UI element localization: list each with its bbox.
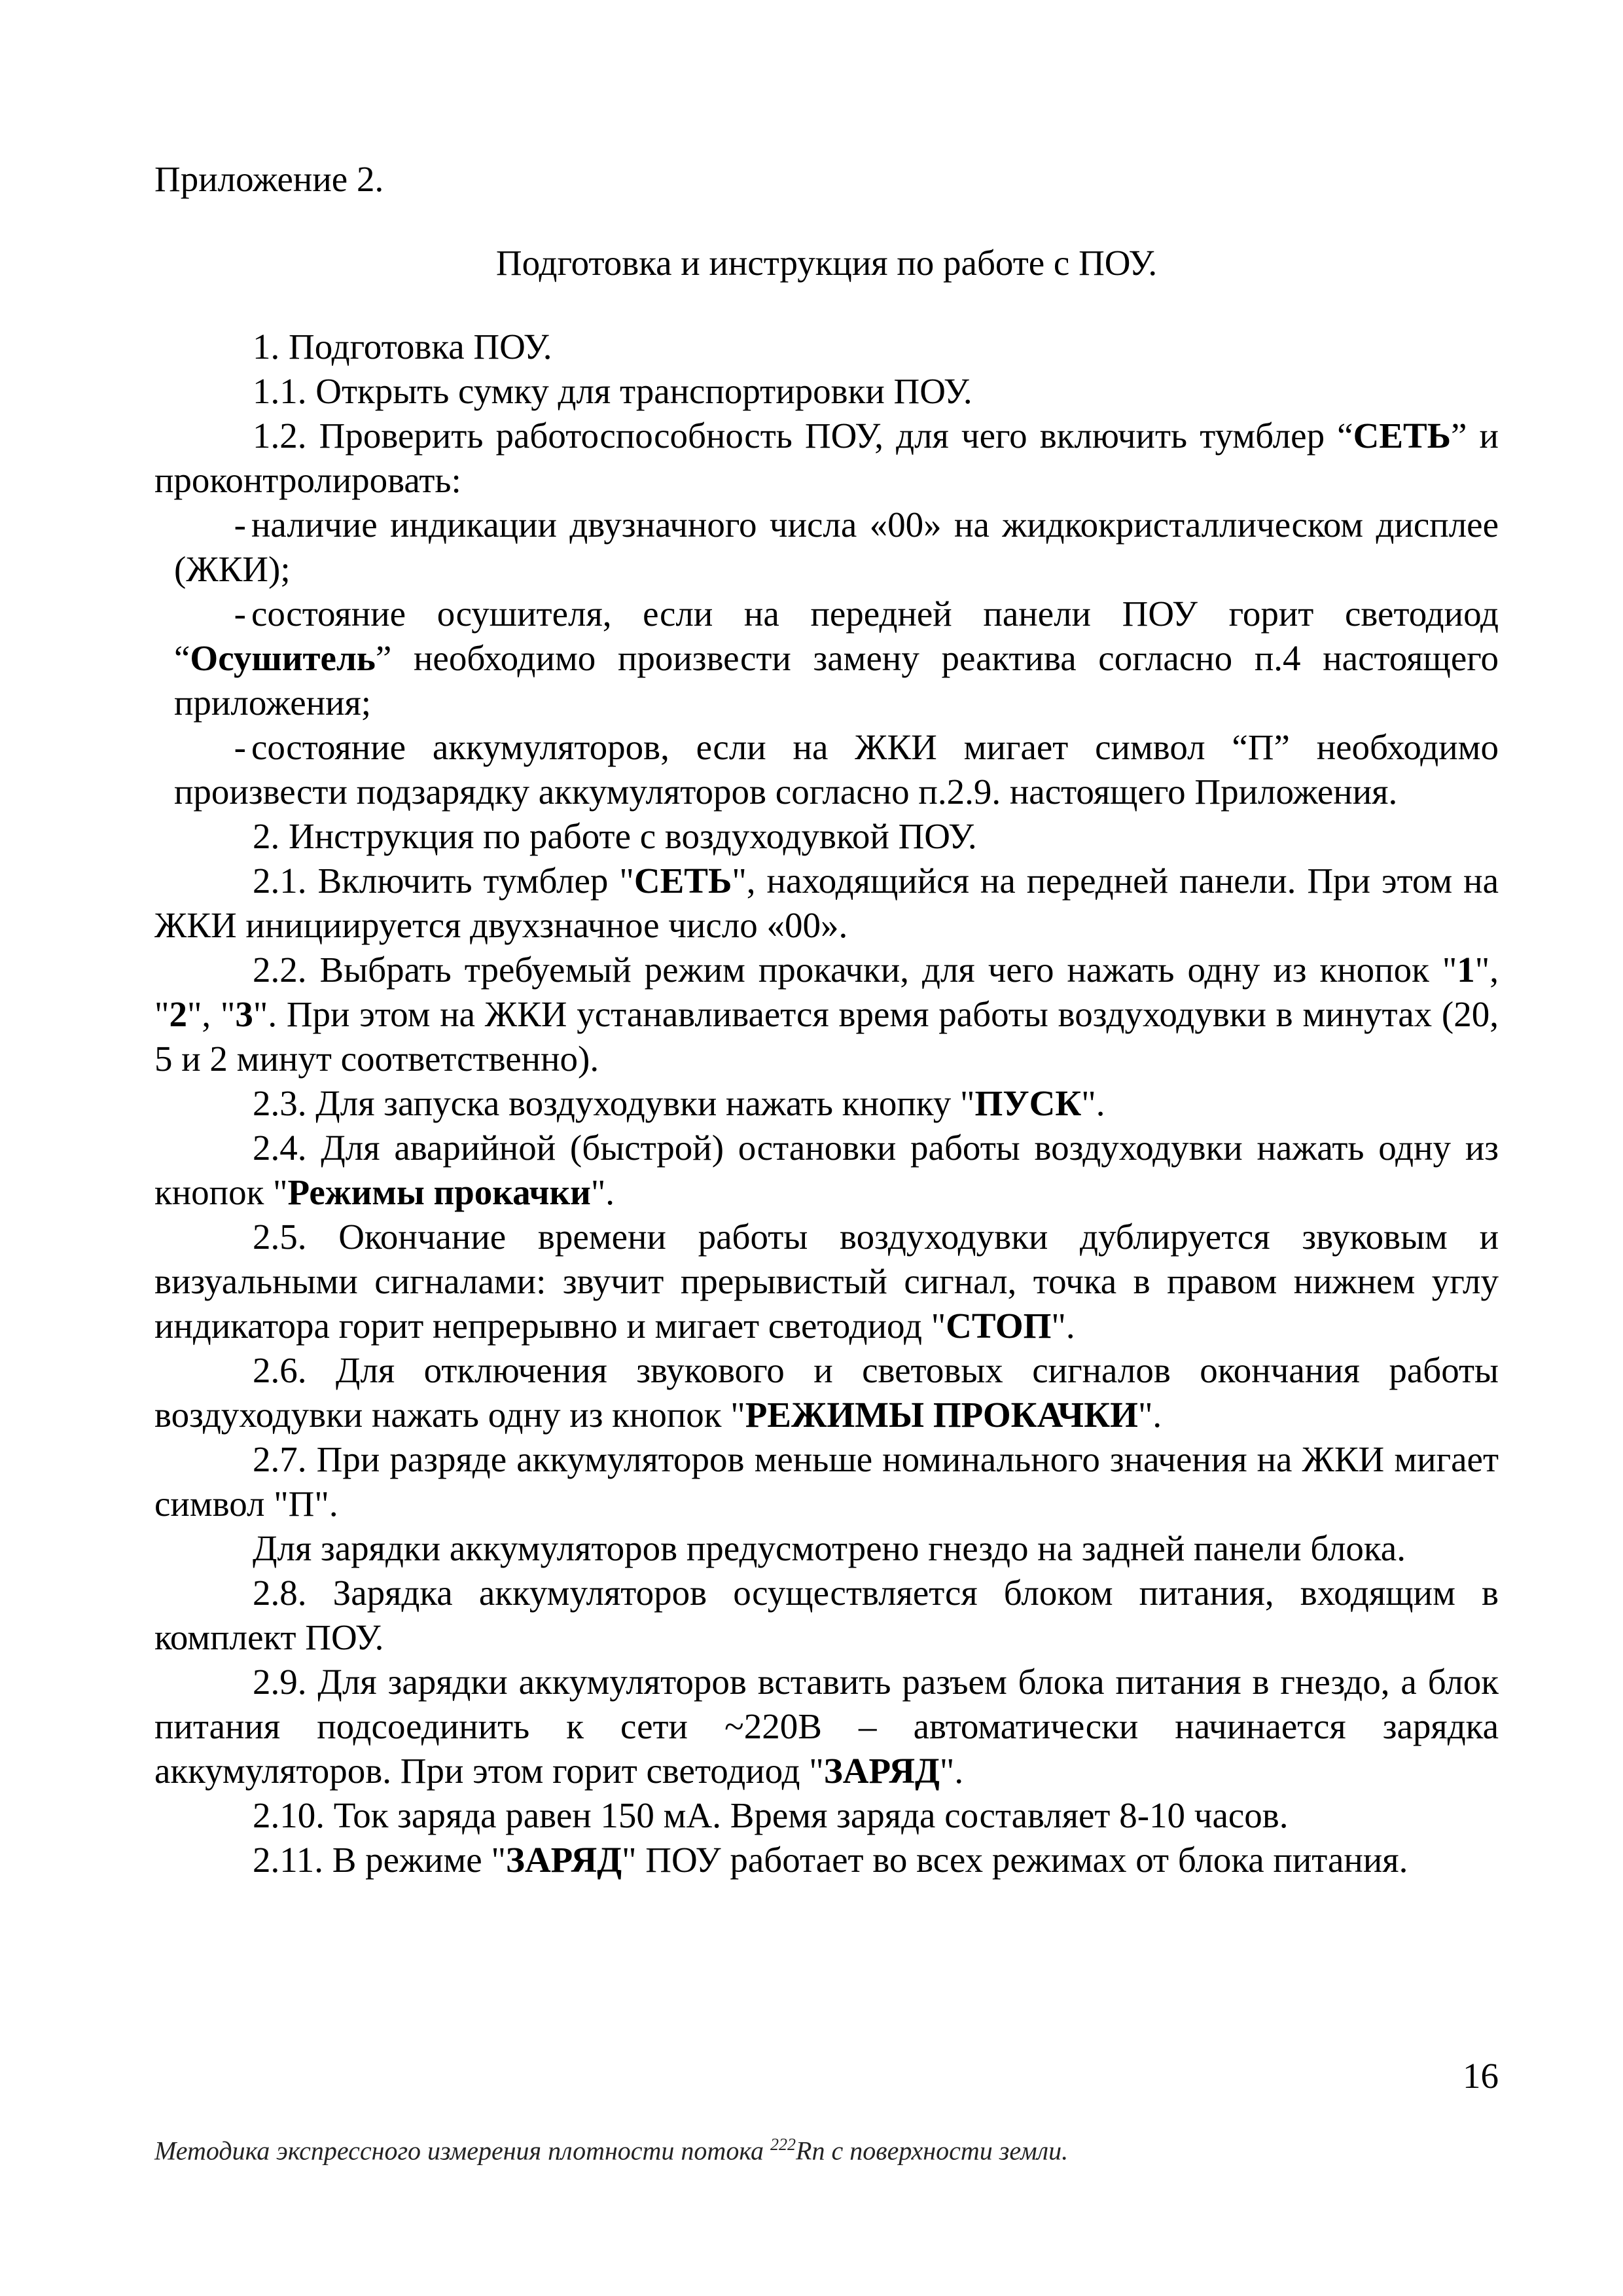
section-2-heading: 2. Инструкция по работе с воздуходувкой ПОУ. xyxy=(253,816,977,856)
appendix-heading: Приложение 2. xyxy=(154,159,384,199)
item-2-2: 2.2. Выбрать требуемый режим прокачки, для чего нажать одну из кнопок "1", "2", "3". При этом на ЖКИ устанавливается время работы воздуходувки в минутах (20, 5 и 2 минут соответственно). xyxy=(154,950,1499,1079)
item-1-2: 1.2. Проверить работоспособность ПОУ, для чего включить тумблер “СЕТЬ” и проконтролировать: xyxy=(154,416,1499,500)
page-number: 16 xyxy=(1463,2056,1499,2096)
item-2-3: 2.3. Для запуска воздуходувки нажать кнопку "ПУСК". xyxy=(253,1083,1105,1123)
item-2-9: 2.9. Для зарядки аккумуляторов вставить разъем блока питания в гнездо, а блок питания подсоединить к сети ~220В – автоматически начинается зарядка аккумуляторов. При этом горит светодиод "ЗАРЯД". xyxy=(154,1662,1499,1791)
item-2-10: 2.10. Ток заряда равен 150 мА. Время заряда составляет 8-10 часов. xyxy=(253,1795,1289,1835)
item-2-7: 2.7. При разряде аккумуляторов меньше номинального значения на ЖКИ мигает символ "П". xyxy=(154,1439,1499,1524)
item-2-1: 2.1. Включить тумблер "СЕТЬ", находящийся на передней панели. При этом на ЖКИ инициируется двухзначное число «00». xyxy=(154,861,1499,945)
page-footer: Методика экспрессного измерения плотности потока $^{222}$Rn с поверхности земли. xyxy=(154,2135,1069,2166)
item-2-5: 2.5. Окончание времени работы воздуходувки дублируется звуковым и визуальными сигналами: звучит прерывистый сигнал, точка в правом нижнем углу индикатора горит непрерывно и мигает светодиод "СТОП". xyxy=(154,1217,1499,1346)
document-body xyxy=(154,157,1499,1882)
item-2-8: 2.8. Зарядка аккумуляторов осуществляется блоком питания, входящим в комплект ПОУ. xyxy=(154,1573,1499,1657)
item-2-7-note: Для зарядки аккумуляторов предусмотрено гнездо на задней панели блока. xyxy=(253,1528,1406,1568)
section-1-heading: 1. Подготовка ПОУ. xyxy=(253,327,552,367)
item-2-11: 2.11. В режиме "ЗАРЯД" ПОУ работает во всех режимах от блока питания. xyxy=(253,1840,1408,1880)
item-2-6: 2.6. Для отключения звукового и световых сигналов окончания работы воздуходувки нажать одну из кнопок "РЕЖИМЫ ПРОКАЧКИ". xyxy=(154,1350,1499,1435)
document-title: Подготовка и инструкция по работе с ПОУ. xyxy=(495,243,1158,283)
bullet-lcd-check: - наличие индикации двузначного числа «00» на жидкокристаллическом дисплее (ЖКИ); xyxy=(174,505,1499,589)
item-1-1: 1.1. Открыть сумку для транспортировки ПОУ. xyxy=(253,371,972,411)
bullet-dryer-check: - состояние осушителя, если на передней панели ПОУ горит светодиод “Осушитель” необходимо произвести замену реактива согласно п.4 настоящего приложения; xyxy=(174,594,1499,723)
item-2-4: 2.4. Для аварийной (быстрой) остановки работы воздуходувки нажать одну из кнопок "Режимы прокачки". xyxy=(154,1128,1499,1212)
bullet-battery-check: - состояние аккумуляторов, если на ЖКИ мигает символ “П” необходимо произвести подзарядку аккумуляторов согласно п.2.9. настоящего Приложения. xyxy=(174,727,1499,812)
